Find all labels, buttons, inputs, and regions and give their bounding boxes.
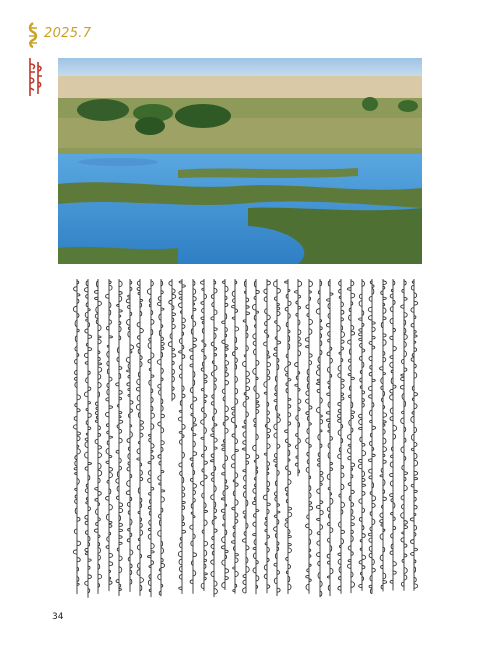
text-column [336, 277, 346, 598]
text-column [399, 277, 409, 598]
text-column [188, 277, 198, 598]
page-number: 34 [52, 612, 64, 622]
text-column [262, 277, 272, 598]
text-column [146, 277, 156, 598]
text-column [104, 277, 114, 598]
text-column [72, 277, 82, 598]
text-column [114, 277, 124, 598]
text-column [272, 277, 282, 598]
text-column [241, 277, 251, 598]
text-column [293, 277, 303, 598]
text-column [93, 277, 103, 598]
magazine-brand [26, 22, 116, 48]
text-column [315, 277, 325, 598]
text-column [367, 277, 377, 598]
text-column [156, 277, 166, 598]
text-column [199, 277, 209, 598]
text-column [125, 277, 135, 598]
text-column [346, 277, 356, 598]
text-column [325, 277, 335, 598]
text-column [230, 277, 240, 598]
mongolian-body-text [72, 277, 420, 598]
text-column [209, 277, 219, 598]
mongolian-script-emblem-icon [26, 22, 40, 48]
text-column [357, 277, 367, 598]
text-column [388, 277, 398, 598]
text-column [378, 277, 388, 598]
wetland-photo [58, 58, 422, 264]
text-column [251, 277, 261, 598]
text-column [220, 277, 230, 598]
text-column [177, 277, 187, 598]
text-column [167, 277, 177, 598]
section-title-icon [24, 56, 44, 100]
text-column [283, 277, 293, 598]
issue-year: 2025.7 [44, 26, 92, 41]
text-column [409, 277, 419, 598]
text-column [83, 277, 93, 598]
text-column [135, 277, 145, 598]
text-column [304, 277, 314, 598]
